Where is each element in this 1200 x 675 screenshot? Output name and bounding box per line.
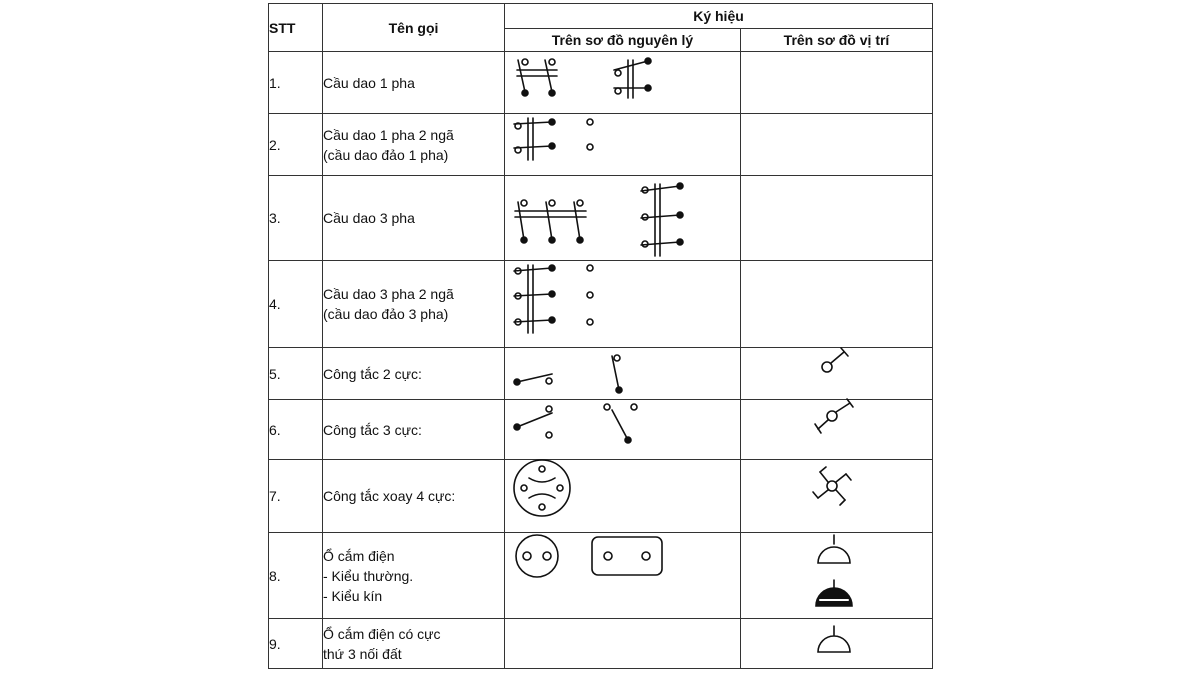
principle-cell	[505, 114, 741, 176]
row-name: Cầu dao 3 pha	[323, 176, 505, 261]
position-cell	[741, 400, 933, 460]
header-stt: STT	[269, 4, 323, 52]
row-name: Cầu dao 1 pha	[323, 52, 505, 114]
row-number: 3.	[269, 176, 323, 261]
principle-cell	[505, 348, 741, 400]
row-name: Cầu dao 3 pha 2 ngã (cầu dao đảo 3 pha)	[323, 261, 505, 348]
table-row	[269, 114, 933, 176]
row-number: 8.	[269, 533, 323, 619]
row-name: Ổ cắm điện - Kiểu thường. - Kiểu kín	[323, 533, 505, 619]
row-number: 9.	[269, 619, 323, 669]
principle-cell	[505, 52, 741, 114]
table-row	[269, 52, 933, 114]
position-cell	[741, 114, 933, 176]
table-row	[269, 400, 933, 460]
table-row	[269, 619, 933, 669]
row-number: 5.	[269, 348, 323, 400]
row-number: 7.	[269, 460, 323, 533]
header-principle: Trên sơ đồ nguyên lý	[505, 29, 741, 52]
symbol-table	[268, 3, 933, 669]
position-cell	[741, 176, 933, 261]
principle-cell	[505, 533, 741, 619]
principle-cell	[505, 460, 741, 533]
header-symbol: Ký hiệu	[505, 4, 933, 29]
principle-cell	[505, 400, 741, 460]
position-cell	[741, 52, 933, 114]
position-cell	[741, 533, 933, 619]
principle-cell	[505, 619, 741, 669]
principle-cell	[505, 261, 741, 348]
position-cell	[741, 261, 933, 348]
position-cell	[741, 619, 933, 669]
row-number: 1.	[269, 52, 323, 114]
row-name: Công tắc 3 cực:	[323, 400, 505, 460]
row-number: 2.	[269, 114, 323, 176]
row-name: Cầu dao 1 pha 2 ngã (cầu dao đảo 1 pha)	[323, 114, 505, 176]
table-row	[269, 176, 933, 261]
table-row	[269, 348, 933, 400]
row-name: Công tắc xoay 4 cực:	[323, 460, 505, 533]
row-number: 4.	[269, 261, 323, 348]
principle-cell	[505, 176, 741, 261]
table-row	[269, 261, 933, 348]
position-cell	[741, 348, 933, 400]
row-name: Ổ cắm điện có cực thứ 3 nối đất	[323, 619, 505, 669]
header-position: Trên sơ đồ vị trí	[741, 29, 933, 52]
table-row	[269, 460, 933, 533]
row-number: 6.	[269, 400, 323, 460]
header-name: Tên gọi	[323, 4, 505, 52]
row-name: Công tắc 2 cực:	[323, 348, 505, 400]
table-row	[269, 533, 933, 619]
position-cell	[741, 460, 933, 533]
